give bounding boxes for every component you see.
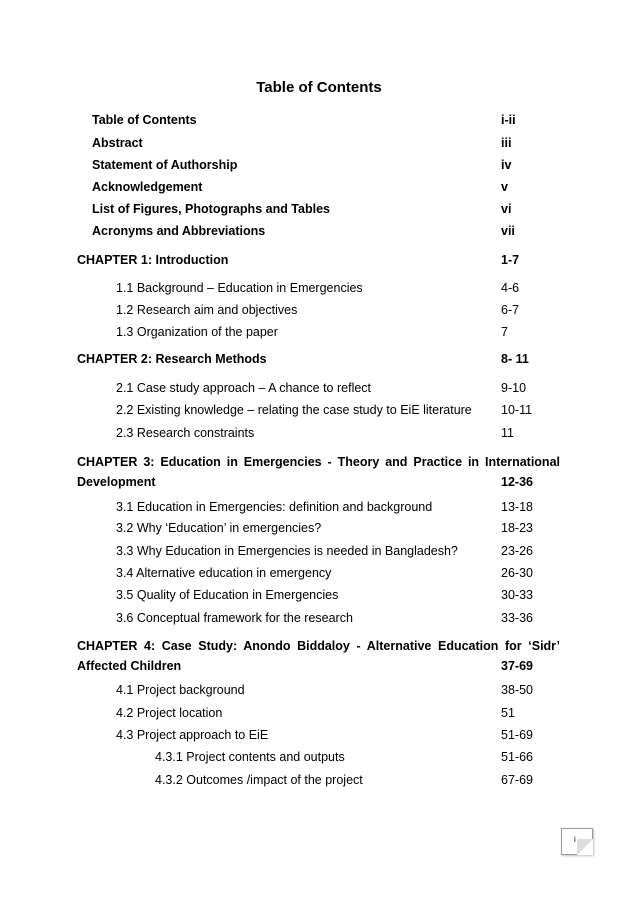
toc-chapter-label-cont: Development	[77, 475, 156, 489]
toc-section-label: 1.2 Research aim and objectives	[116, 303, 298, 317]
toc-section-label: 1.1 Background – Education in Emergencies	[116, 281, 363, 295]
toc-entry-pages: vi	[501, 202, 512, 216]
page-title: Table of Contents	[256, 79, 382, 96]
toc-section-pages: 4-6	[501, 281, 520, 295]
page-number-box	[561, 828, 593, 855]
toc-section-label: 4.2 Project location	[116, 706, 223, 720]
toc-section-label: 2.2 Existing knowledge – relating the case study to EiE literature	[116, 403, 472, 417]
toc-section-label: 3.5 Quality of Education in Emergencies	[116, 588, 339, 602]
toc-entry-label: Table of Contents	[92, 113, 197, 127]
toc-section-label: 2.3 Research constraints	[116, 426, 255, 440]
toc-section-pages: 18-23	[501, 521, 533, 535]
toc-section-pages: 38-50	[501, 683, 533, 697]
toc-entry-label: List of Figures, Photographs and Tables	[92, 202, 330, 216]
toc-chapter-pages: 12-36	[501, 475, 533, 489]
toc-chapter-heading	[77, 636, 560, 676]
page-number: i	[574, 835, 576, 844]
toc-section-label: 1.3 Organization of the paper	[116, 325, 278, 339]
toc-section-pages: 33-36	[501, 611, 533, 625]
toc-chapter-label: CHAPTER 1: Introduction	[77, 253, 229, 267]
toc-section-pages: 9-10	[501, 381, 527, 395]
toc-section-label: 4.3 Project approach to EiE	[116, 728, 269, 742]
toc-section-label: 3.1 Education in Emergencies: definition and background	[116, 500, 433, 514]
toc-chapter-pages: 37-69	[501, 659, 533, 673]
toc-chapter-label: CHAPTER 4: Case Study: Anondo Biddaloy - Alternative Education for ‘Sidr’	[77, 639, 560, 653]
toc-section-pages: 11	[501, 426, 514, 440]
toc-subsection-label: 4.3.2 Outcomes /impact of the project	[155, 773, 363, 787]
toc-entry-pages: i-ii	[501, 113, 516, 127]
toc-section-pages: 10-11	[501, 403, 533, 417]
toc-section-label: 3.2 Why ‘Education’ in emergencies?	[116, 521, 322, 535]
toc-section-label: 4.1 Project background	[116, 683, 245, 697]
toc-entry-pages: iv	[501, 158, 512, 172]
toc-subsection-pages: 67-69	[501, 773, 533, 787]
toc-chapter-line2	[77, 472, 560, 492]
toc-chapter-line2	[77, 656, 560, 676]
toc-entry-label: Acknowledgement	[92, 180, 203, 194]
toc-entry-pages: vii	[501, 224, 515, 238]
toc-section-label: 3.3 Why Education in Emergencies is needed in Bangladesh?	[116, 544, 458, 558]
toc-section-label: 3.6 Conceptual framework for the research	[116, 611, 353, 625]
toc-section-pages: 6-7	[501, 303, 520, 317]
toc-section-pages: 7	[501, 325, 508, 339]
toc-chapter-pages: 1-7	[501, 253, 520, 267]
toc-section-pages: 23-26	[501, 544, 533, 558]
toc-entry-label: Acronyms and Abbreviations	[92, 224, 266, 238]
toc-chapter-pages: 8- 11	[501, 352, 529, 366]
toc-section-pages: 30-33	[501, 588, 533, 602]
toc-section-pages: 51-69	[501, 728, 533, 742]
toc-section-pages: 13-18	[501, 500, 533, 514]
toc-section-label: 2.1 Case study approach – A chance to reflect	[116, 381, 372, 395]
toc-section-pages: 51	[501, 706, 515, 720]
page-fold-corner	[577, 839, 593, 855]
toc-entry-pages: v	[501, 180, 508, 194]
toc-chapter-label-cont: Affected Children	[77, 659, 182, 673]
toc-subsection-pages: 51-66	[501, 750, 533, 764]
toc-chapter-heading	[77, 452, 560, 492]
toc-entry-pages: iii	[501, 136, 512, 150]
toc-section-label: 3.4 Alternative education in emergency	[116, 566, 332, 580]
toc-chapter-label: CHAPTER 2: Research Methods	[77, 352, 267, 366]
toc-entry-label: Abstract	[92, 136, 143, 150]
toc-entry-label: Statement of Authorship	[92, 158, 238, 172]
toc-chapter-label: CHAPTER 3: Education in Emergencies - Theory and Practice in International	[77, 455, 560, 469]
toc-section-pages: 26-30	[501, 566, 533, 580]
toc-subsection-label: 4.3.1 Project contents and outputs	[155, 750, 345, 764]
